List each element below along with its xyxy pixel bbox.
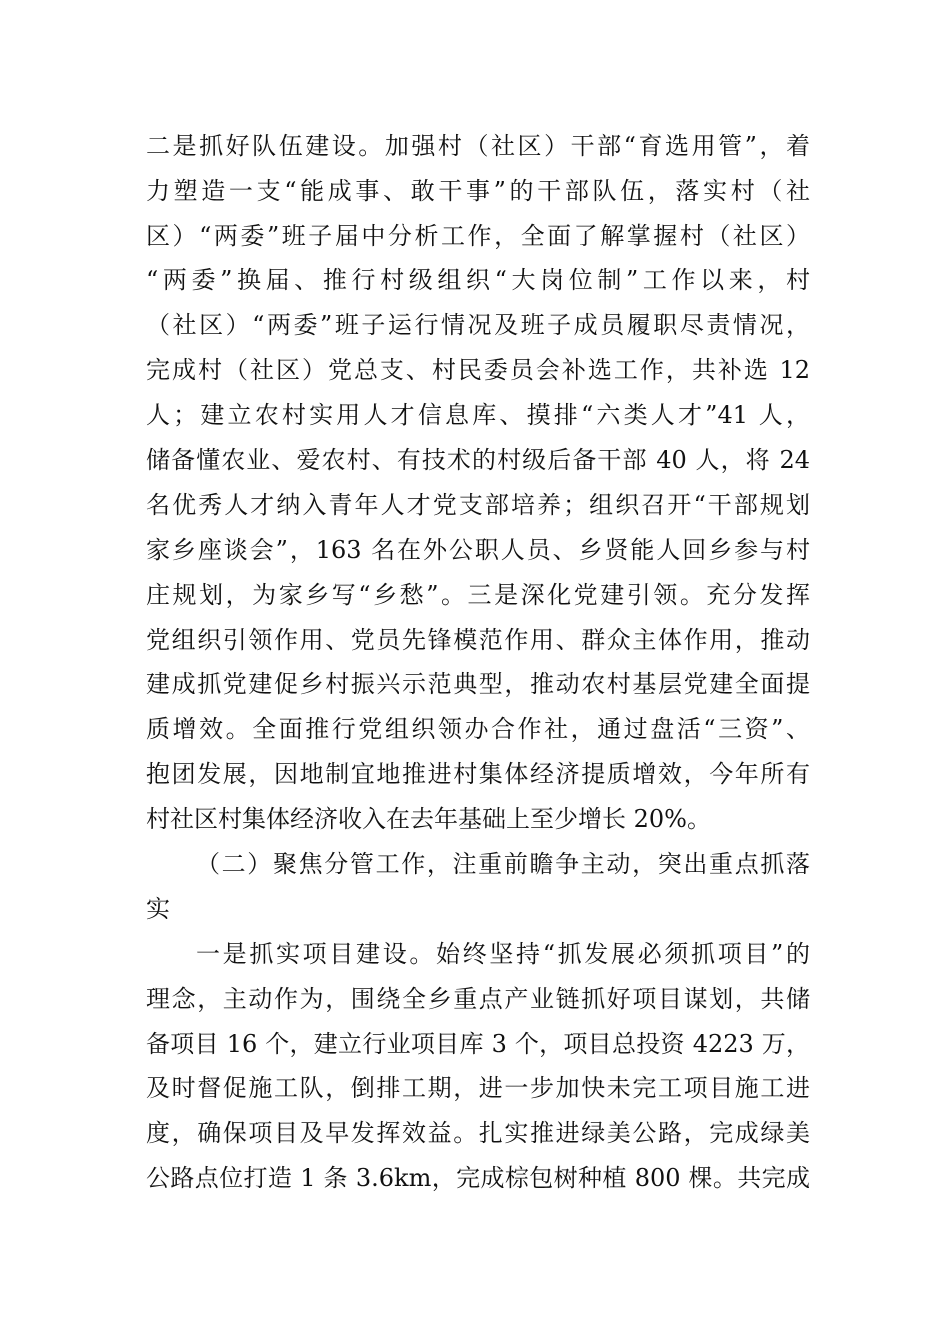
paragraph-line: 及时督促施工队，倒排工期，进一步加快未完工项目施工进: [146, 1074, 810, 1102]
paragraph-line: 庄规划，为家乡写“乡愁”。三是深化党建引领。充分发挥: [146, 581, 810, 609]
paragraph-line: 一是抓实项目建设。始终坚持“抓发展必须抓项目”的: [196, 940, 810, 968]
paragraph-line: 村社区村集体经济收入在去年基础上至少增长 20%。: [146, 805, 711, 833]
paragraph-line: 二是抓好队伍建设。加强村（社区）干部“育选用管”，着: [146, 132, 810, 160]
paragraph-line: 质增效。全面推行党组织领办合作社，通过盘活“三资”、: [146, 715, 810, 743]
paragraph-line: 名优秀人才纳入青年人才党支部培养；组织召开“干部规划: [146, 491, 810, 519]
paragraph-line: （社区）“两委”班子运行情况及班子成员履职尽责情况，: [146, 311, 810, 339]
paragraph-line: 储备懂农业、爱农村、有技术的村级后备干部 40 人，将 24: [146, 446, 810, 474]
paragraph-line: 理念，主动作为，围绕全乡重点产业链抓好项目谋划，共储: [146, 985, 810, 1013]
paragraph-line: 区）“两委”班子届中分析工作，全面了解掌握村（社区）: [146, 222, 810, 250]
paragraph-line: 力塑造一支“能成事、敢干事”的干部队伍，落实村（社: [146, 177, 810, 205]
section-heading-continued: 实: [146, 895, 170, 923]
section-heading: （二）聚焦分管工作，注重前瞻争主动，突出重点抓落: [196, 850, 810, 878]
paragraph-line: 建成抓党建促乡村振兴示范典型，推动农村基层党建全面提: [146, 670, 810, 698]
paragraph-line: 党组织引领作用、党员先锋模范作用、群众主体作用，推动: [146, 626, 810, 654]
paragraph-line: 度，确保项目及早发挥效益。扎实推进绿美公路，完成绿美: [146, 1119, 810, 1147]
paragraph-line: 备项目 16 个，建立行业项目库 3 个，项目总投资 4223 万，: [146, 1030, 810, 1058]
paragraph-line: 完成村（社区）党总支、村民委员会补选工作，共补选 12: [146, 356, 810, 384]
paragraph-line: “两委”换届、推行村级组织“大岗位制”工作以来，村: [146, 266, 810, 294]
paragraph-line: 公路点位打造 1 条 3.6km，完成棕包树种植 800 棵。共完成: [146, 1164, 810, 1192]
paragraph-line: 人；建立农村实用人才信息库、摸排“六类人才”41 人，: [146, 401, 810, 429]
paragraph-line: 家乡座谈会”，163 名在外公职人员、乡贤能人回乡参与村: [146, 536, 810, 564]
paragraph-line: 抱团发展，因地制宜地推进村集体经济提质增效，今年所有: [146, 760, 810, 788]
